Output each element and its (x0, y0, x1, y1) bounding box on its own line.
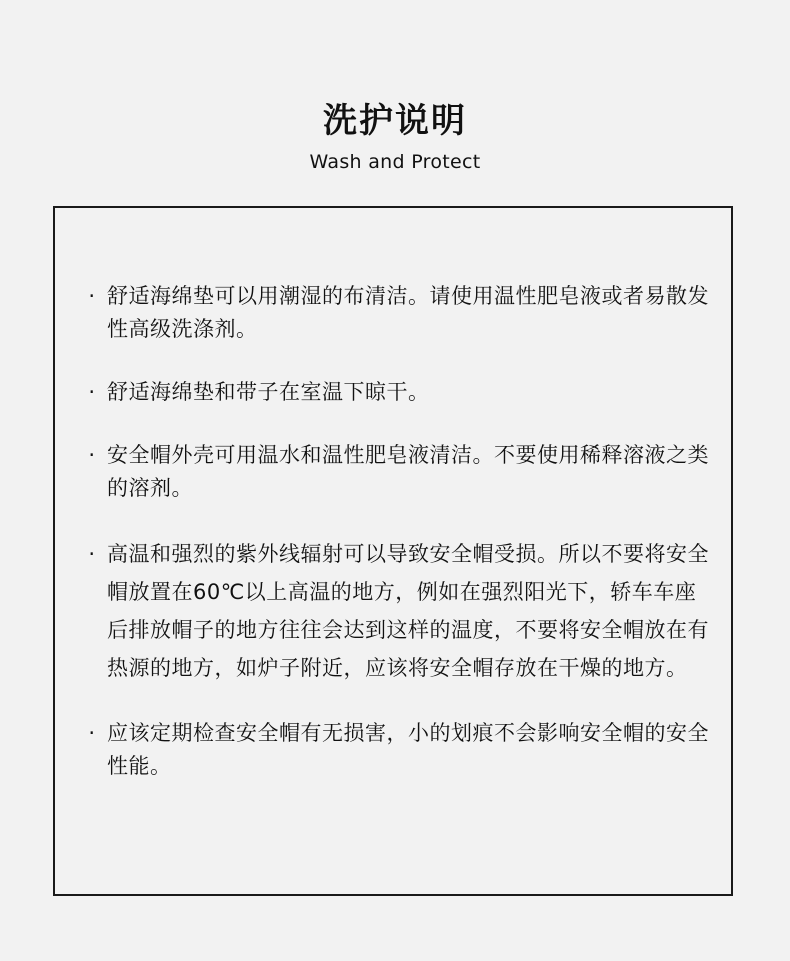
list-item-text: 应该定期检查安全帽有无损害，小的划痕不会影响安全帽的安全性能。 (107, 721, 709, 778)
list-item (86, 535, 716, 687)
list-item (86, 280, 716, 346)
care-instructions-list (86, 280, 716, 783)
list-item-text: 舒适海绵垫和带子在室温下晾干。 (107, 380, 430, 404)
page-title: 洗护说明 (323, 101, 467, 141)
bullet-icon: · (88, 542, 96, 566)
care-instructions-panel (53, 206, 733, 896)
list-item-text: 舒适海绵垫可以用潮湿的布清洁。请使用温性肥皂液或者易散发性高级洗涤剂。 (107, 284, 709, 341)
bullet-icon: · (88, 284, 96, 308)
list-item (86, 717, 716, 783)
list-item (86, 376, 716, 409)
bullet-icon: · (88, 380, 96, 404)
list-item-text: 高温和强烈的紫外线辐射可以导致安全帽受损。所以不要将安全帽放置在60℃以上高温的地方，例如在强烈阳光下，轿车车座后排放帽子的地方往往会达到这样的温度，不要将安全帽放在有热源的地方，如炉子附近，应该将安全帽存放在干燥的地方。 (107, 542, 709, 680)
bullet-icon: · (88, 721, 96, 745)
list-item (86, 439, 716, 505)
page-header (0, 96, 790, 176)
list-item-text: 安全帽外壳可用温水和温性肥皂液清洁。不要使用稀释溶液之类的溶剂。 (107, 443, 709, 500)
bullet-icon: · (88, 443, 96, 467)
page-subtitle: Wash and Protect (309, 151, 481, 173)
